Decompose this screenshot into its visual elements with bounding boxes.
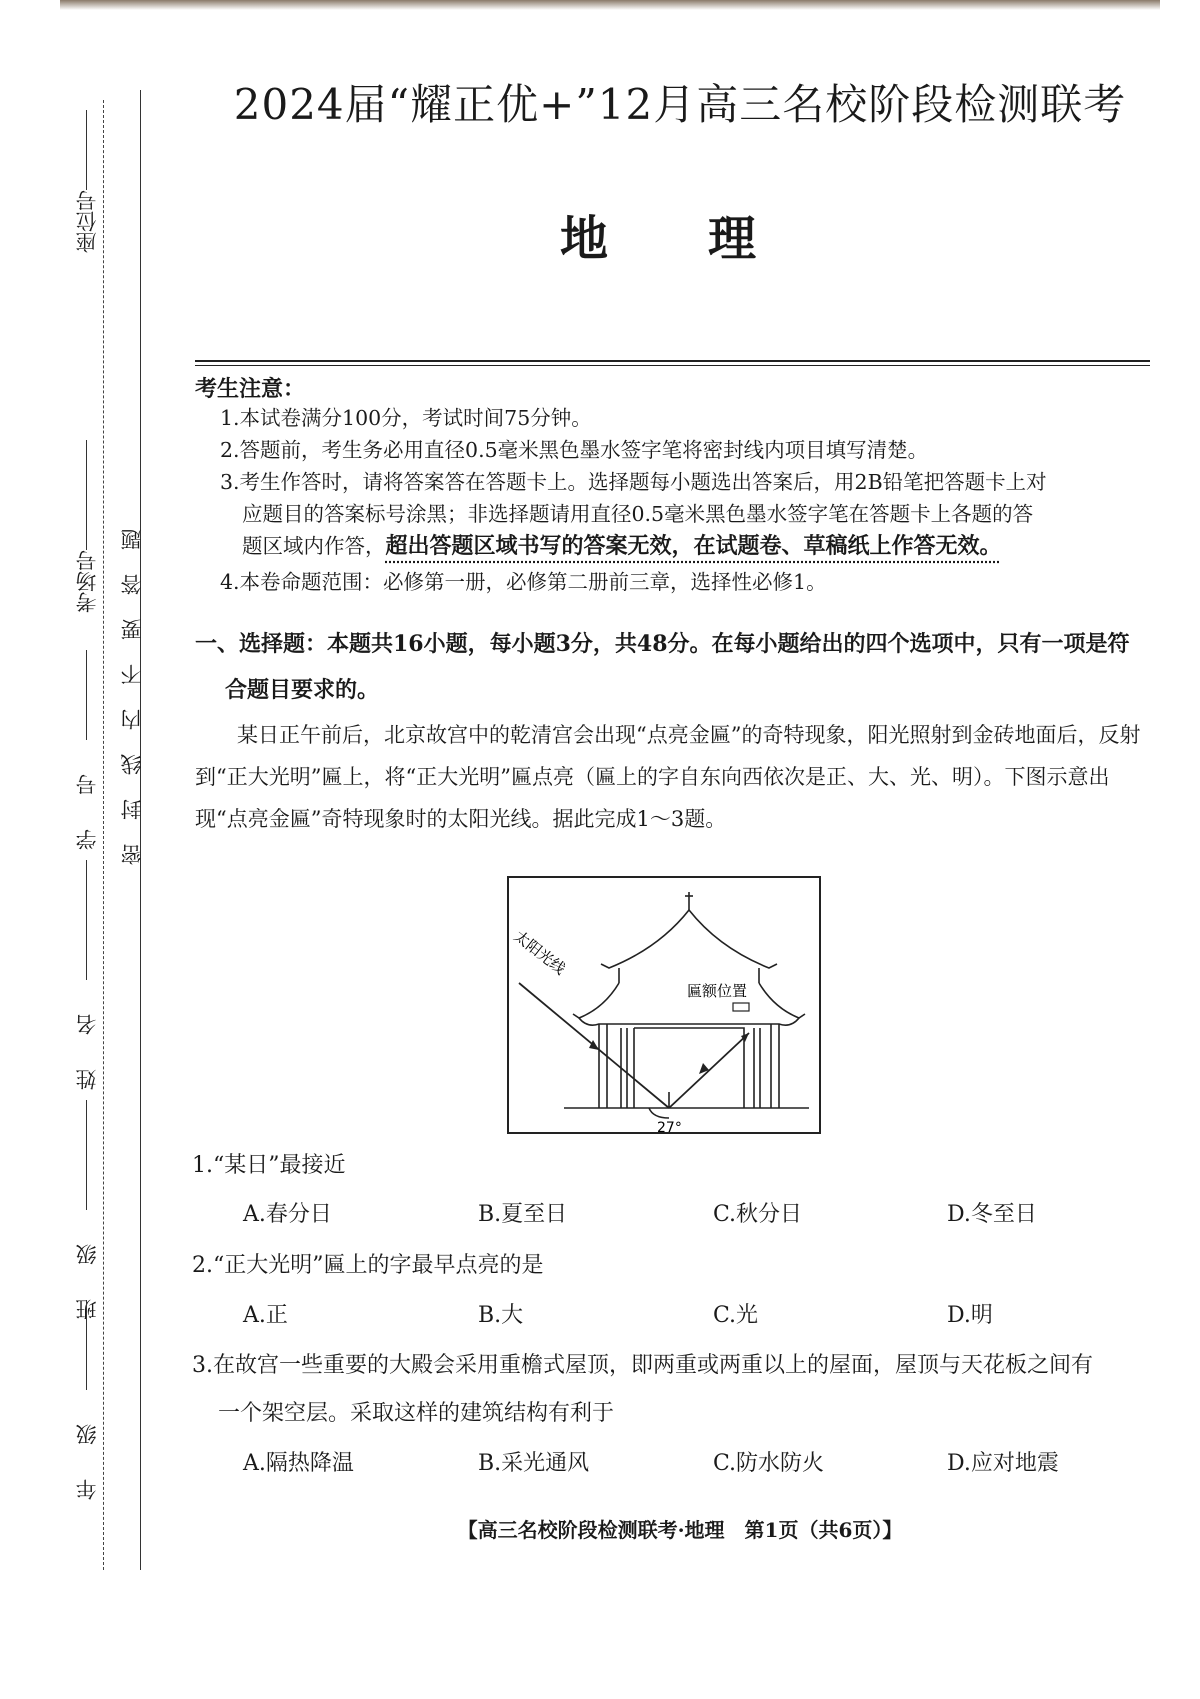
exam-title: 2024届“耀正优+”12月高三名校阶段检测联考 xyxy=(233,80,1127,129)
subject-title: 地理 xyxy=(560,211,857,267)
section-heading xyxy=(195,621,1155,713)
notice-text-1: 1.本试卷满分100分，考试时间75分钟。 xyxy=(220,406,592,430)
binding-line-inner xyxy=(103,100,104,1570)
label-angle: 27° xyxy=(657,1120,682,1132)
plaque-marker xyxy=(733,1003,749,1011)
upper-roof xyxy=(601,910,777,968)
upper-roof-walls xyxy=(619,968,759,983)
column-left-outer xyxy=(599,1024,607,1108)
q3-option-a[interactable]: A.隔热降温 xyxy=(243,1451,354,1476)
q1-option-d[interactable]: D.冬至日 xyxy=(947,1202,1037,1227)
question-3-stem-cont: 一个架空层。采取这样的建筑结构有利于 xyxy=(218,1401,615,1426)
field-seat-number-label: 座位号 xyxy=(75,190,99,253)
grade-blank[interactable] xyxy=(87,1300,88,1390)
notice-title: 考生注意： xyxy=(195,376,306,402)
class-blank[interactable] xyxy=(87,1100,88,1210)
field-name xyxy=(72,860,102,1090)
q2-option-a[interactable]: A.正 xyxy=(243,1303,288,1328)
header-rule-thick xyxy=(195,360,1150,362)
q3-option-b[interactable]: B.采光通风 xyxy=(478,1451,590,1476)
label-sunlight: 太阳光线 xyxy=(510,926,569,979)
field-grade-label: 年级 xyxy=(75,1390,99,1500)
section-heading-line1: 一、选择题：本题共16小题，每小题3分，共48分。在每小题给出的四个选项中，只有一项是符 xyxy=(195,631,1130,657)
notice-text-3a: 3.考生作答时，请将答案答在答题卡上。选择题每小题选出答案后，用2B铅笔把答题卡上对 xyxy=(220,470,1047,494)
palace-sunlight-diagram xyxy=(509,878,819,1132)
angle-arc xyxy=(649,1108,669,1118)
question-1-stem: 1.“某日”最接近 xyxy=(192,1153,346,1178)
field-seat-number xyxy=(72,110,102,253)
hall-interior xyxy=(634,1028,744,1108)
q1-option-c[interactable]: C.秋分日 xyxy=(713,1202,803,1227)
section-heading-line2: 合题目要求的。 xyxy=(225,677,380,703)
notice-text-3c-line xyxy=(220,530,1150,563)
page-footer: 【高三名校阶段检测联考·地理 第1页（共6页）】 xyxy=(457,1518,903,1542)
question-3-stem: 3.在故宫一些重要的大殿会采用重檐式屋顶，即两重或两重以上的屋面，屋顶与天花板之间有 xyxy=(192,1353,1093,1378)
exam-room-blank[interactable] xyxy=(87,440,88,550)
field-student-number-label: 学号 xyxy=(75,740,99,850)
page-top-edge xyxy=(60,0,1160,10)
student-number-blank[interactable] xyxy=(87,650,88,740)
field-exam-room xyxy=(72,440,102,613)
field-grade xyxy=(72,1300,102,1500)
plaque-arrowhead xyxy=(741,1033,749,1042)
field-exam-room-label: 考场号 xyxy=(75,550,99,613)
q1-option-a[interactable]: A.春分日 xyxy=(243,1202,332,1227)
q1-option-b[interactable]: B.夏至日 xyxy=(478,1202,568,1227)
question-passage: 某日正午前后，北京故宫中的乾清宫会出现“点亮金匾”的奇特现象，阳光照射到金砖地面后，反射到“正大光明”匾上，将“正大光明”匾点亮（匾上的字自东向西依次是正、大、光、明）。下图示意出现“点亮金匾”奇特现象时的太阳光线。据此完成1～3题。 xyxy=(195,723,1141,831)
column-right-outer xyxy=(771,1024,779,1108)
q2-option-d[interactable]: D.明 xyxy=(947,1303,993,1328)
notice-text-3c: 题区域内作答， xyxy=(242,534,386,558)
seal-notice: 密封线内不要答题 xyxy=(120,505,144,865)
notice-item-3 xyxy=(220,466,1150,563)
eave-line xyxy=(579,1018,799,1025)
field-name-label: 姓名 xyxy=(75,980,99,1090)
field-class-label: 班级 xyxy=(75,1210,99,1320)
notice-item-4 xyxy=(220,566,1150,598)
field-student-number xyxy=(72,650,102,850)
figure-frame xyxy=(507,876,821,1134)
notice-item-2 xyxy=(220,434,1150,466)
q3-option-d[interactable]: D.应对地震 xyxy=(947,1451,1059,1476)
notice-item-1 xyxy=(220,402,1150,434)
seat-number-blank[interactable] xyxy=(87,110,88,190)
label-plaque-position: 匾额位置 xyxy=(687,982,748,1000)
q2-option-c[interactable]: C.光 xyxy=(713,1303,759,1328)
name-blank[interactable] xyxy=(87,860,88,980)
header-rule-thin xyxy=(195,365,1150,366)
question-2-stem: 2.“正大光明”匾上的字最早点亮的是 xyxy=(192,1253,544,1278)
column-right-inner xyxy=(754,1028,760,1108)
reflected-sunray xyxy=(669,1033,749,1108)
notice-text-4: 4.本卷命题范围：必修第一册，必修第二册前三章，选择性必修1。 xyxy=(220,570,827,594)
field-class xyxy=(72,1100,102,1320)
q3-option-c[interactable]: C.防水防火 xyxy=(713,1451,825,1476)
q2-option-b[interactable]: B.大 xyxy=(478,1303,524,1328)
notice-text-2: 2.答题前，考生务必用直径0.5毫米黑色墨水签字笔将密封线内项目填写清楚。 xyxy=(220,438,929,462)
notice-emphasis: 超出答题区域书写的答案无效，在试题卷、草稿纸上作答无效。 xyxy=(385,534,1002,559)
notice-text-3b: 应题目的答案标号涂黑；非选择题请用直径0.5毫米黑色墨水签字笔在答题卡上各题的答 xyxy=(242,502,1034,526)
